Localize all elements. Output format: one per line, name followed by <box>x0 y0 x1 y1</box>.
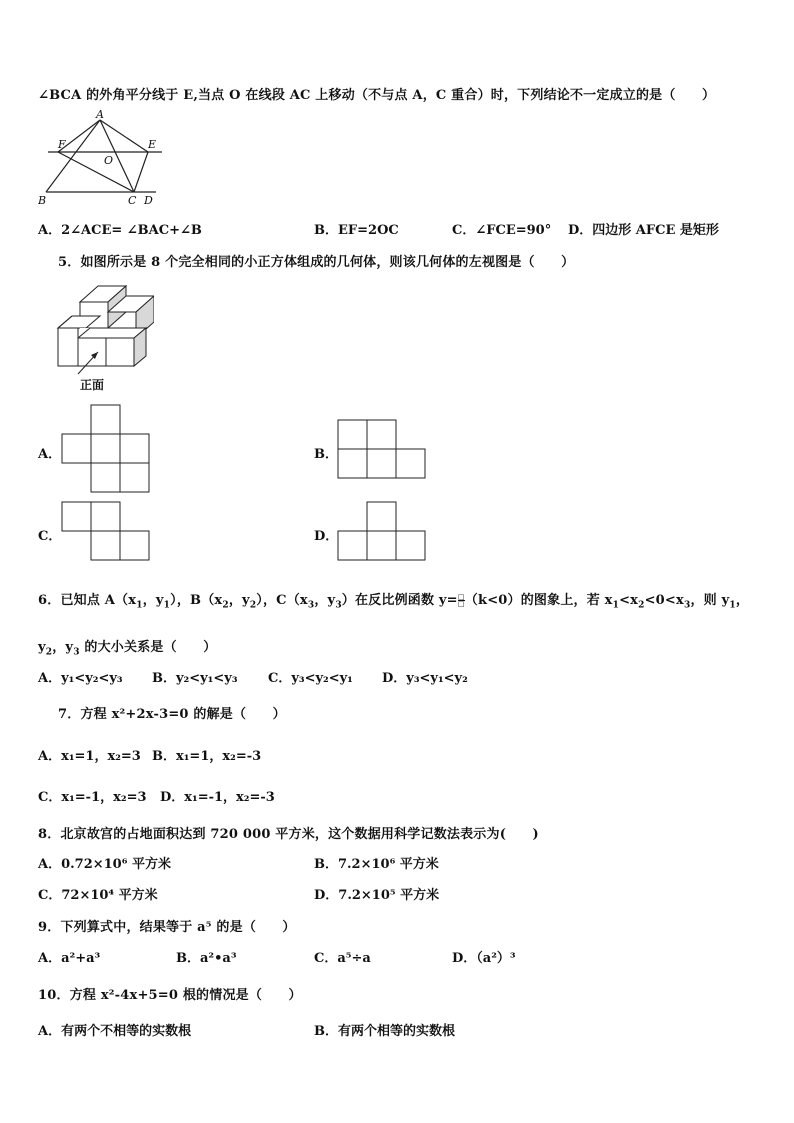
q6-option-b[interactable]: B．y₂<y₁<y₃ <box>152 671 238 686</box>
label-c: C <box>128 194 137 206</box>
q7-stem: 7．方程 x²+2x-3=0 的解是（ ） <box>58 707 286 722</box>
q9-option-a[interactable]: A．a²+a³ <box>38 951 101 966</box>
q4-option-d[interactable]: D．四边形 AFCE 是矩形 <box>568 223 719 238</box>
q5-option-a[interactable]: A． <box>38 447 62 462</box>
q7-option-a[interactable]: A．x₁=1，x₂=3 <box>38 749 141 764</box>
q6-stem-line2: $y_2$，$y_3$ 的大小关系是（ ） <box>38 640 217 658</box>
fraction-k-over-x-icon: $\frac{□}{□}$ <box>457 592 465 608</box>
q5-option-b-figure[interactable] <box>336 418 430 482</box>
q7-option-c[interactable]: C．x₁=-1，x₂=3 <box>38 790 147 805</box>
label-o: O <box>104 154 114 167</box>
label-f: F <box>58 138 66 151</box>
q4-stem: ∠BCA 的外角平分线于 E,当点 O 在线段 AC 上移动（不与点 A，C 重合）时，下列结论不一定成立的是（ ） <box>38 88 716 103</box>
q6-option-d[interactable]: D．y₃<y₁<y₂ <box>382 671 468 686</box>
q5-option-c[interactable]: C． <box>38 529 62 544</box>
front-view-label: 正面 <box>80 378 105 392</box>
q4-option-b[interactable]: B．EF=2OC <box>314 223 399 238</box>
q10-stem: 10．方程 x²-4x+5=0 根的情况是（ ） <box>38 988 302 1003</box>
q5-option-a-figure[interactable] <box>60 404 152 496</box>
segment-fc <box>58 152 134 192</box>
q8-option-a[interactable]: A．0.72×10⁶ 平方米 <box>38 857 171 872</box>
q5-option-c-figure[interactable] <box>60 500 154 564</box>
label-a: A <box>96 108 104 121</box>
segment-ec <box>134 152 148 192</box>
label-d: D <box>144 194 153 206</box>
q7-option-d[interactable]: D．x₁=-1，x₂=-3 <box>160 790 275 805</box>
q8-stem: 8．北京故宫的占地面积达到 720 000 平方米，这个数据用科学记数法表示为( ) <box>38 827 539 842</box>
q4-option-c[interactable]: C．∠FCE=90° <box>452 223 552 238</box>
q9-stem: 9．下列算式中，结果等于 a⁵ 的是（ ） <box>38 920 296 935</box>
q4-option-a[interactable]: A．2∠ACE= ∠BAC+∠B <box>38 223 202 238</box>
q9-option-d[interactable]: D．（a²）³ <box>452 951 516 966</box>
q8-option-b[interactable]: B．7.2×10⁶ 平方米 <box>314 857 439 872</box>
q5-option-d-figure[interactable] <box>336 500 430 564</box>
label-b: B <box>38 194 47 206</box>
q5-option-b[interactable]: B． <box>314 447 338 462</box>
q9-option-c[interactable]: C．a⁵÷a <box>314 951 371 966</box>
q7-option-b[interactable]: B．x₁=1，x₂=-3 <box>152 749 262 764</box>
q10-option-b[interactable]: B．有两个相等的实数根 <box>314 1024 455 1039</box>
q8-option-d[interactable]: D．7.2×10⁵ 平方米 <box>314 888 440 903</box>
q4-figure <box>38 108 164 206</box>
label-e: E <box>148 138 157 151</box>
segment-ab <box>46 120 100 192</box>
q6-option-c[interactable]: C．y₃<y₂<y₁ <box>268 671 353 686</box>
q9-option-b[interactable]: B．a²•a³ <box>176 951 237 966</box>
q8-option-c[interactable]: C．72×10⁴ 平方米 <box>38 888 158 903</box>
q5-stem: 5．如图所示是 8 个完全相同的小正方体组成的几何体，则该几何体的左视图是（ ） <box>58 255 575 270</box>
q5-option-d[interactable]: D． <box>314 529 339 544</box>
q6-option-a[interactable]: A．y₁<y₂<y₃ <box>38 671 123 686</box>
q6-stem: 6．已知点 $A(x_1$，$y_1$），$B(x_2$，$y_2$），$C(x_3$，$y_3$）在反比例函数 y= $\frac{□}{□}$ （k<0）的图象上，若 $x_1<x_2<0<x_3$，则 $y_1$， <box>38 592 750 611</box>
q10-option-a[interactable]: A．有两个不相等的实数根 <box>38 1024 192 1039</box>
